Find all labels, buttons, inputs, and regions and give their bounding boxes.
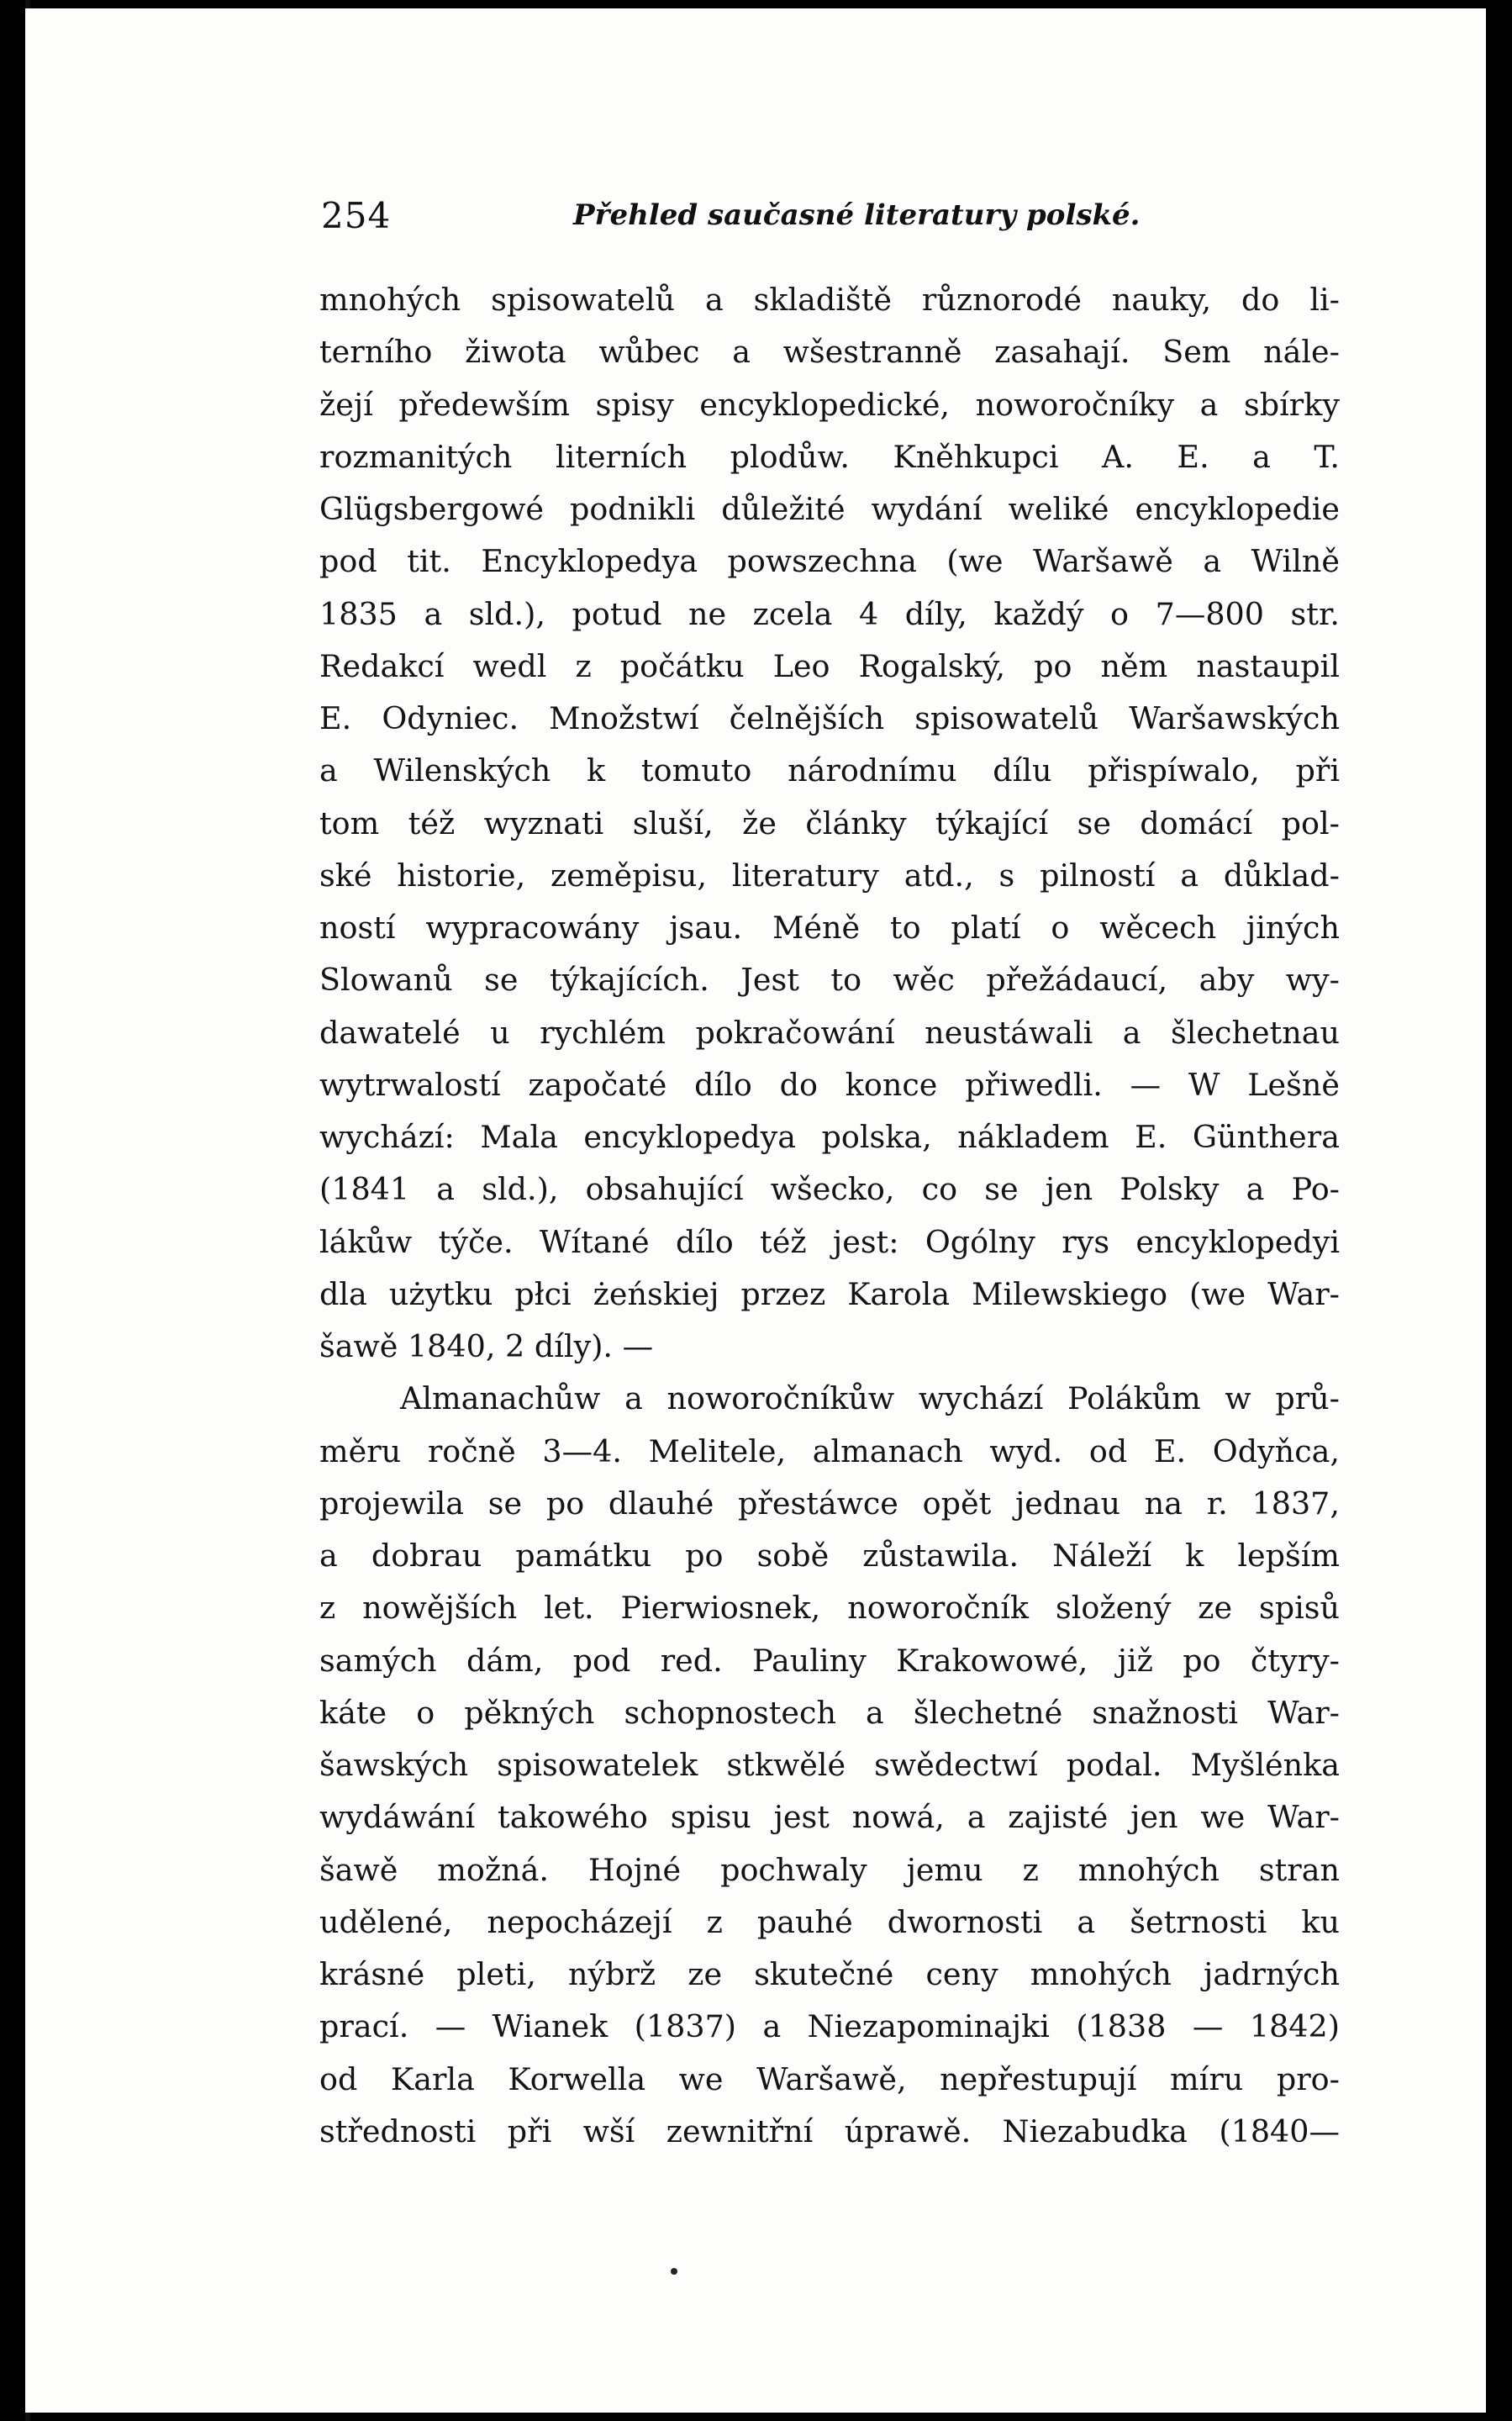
text-line: a dobrau památku po sobě zůstawila. Náleží k lepším [319,1538,1340,1574]
text-line: od Karla Korwella we Waršawě, nepřestupují míru pro- [319,2060,1340,2097]
page-header [321,195,1351,242]
text-line: krásné pleti, nýbrž ze skutečné ceny mnohých jadrných [319,1956,1340,1992]
text-line: prací. — Wianek (1837) a Niezapominajki (1838 — 1842) [319,2008,1340,2045]
text-line: šawě možná. Hojné pochwaly jemu z mnohých stran [319,1851,1340,1888]
text-line: samých dám, pod red. Pauliny Krakowowé, již po čtyry- [319,1642,1340,1679]
text-line: mnohých spisowatelů a skladiště různorodé nauky, do li- [319,282,1340,318]
text-line: pod tit. Encyklopedya powszechna (we Waršawě a Wilně [319,543,1340,580]
text-line: projewila se po dlauhé přestáwce opět jednau na r. 1837, [319,1485,1340,1522]
text-line: káte o pěkných schopnostech a šlechetné snažnosti War- [319,1694,1340,1731]
text-line: dawatelé u rychlém pokračowání neustáwali a šlechetnau [319,1014,1340,1051]
text-line: rozmanitých literních plodůw. Kněhkupci A. E. a T. [319,438,1340,475]
text-line: ností wypracowány jsau. Méně to platí o wěcech jiných [319,910,1340,946]
text-line: ské historie, zeměpisu, literatury atd., s pilností a důklad- [319,857,1340,894]
text-line-paragraph-end: šawě 1840, 2 díly). — [319,1328,654,1364]
text-line: (1841 a sld.), obsahující wšecko, co se jen Polsky a Po- [319,1171,1340,1208]
page-edge-right [1494,0,1512,2421]
text-line: wytrwalostí započaté dílo do konce přiwedli. — W Lešně [319,1066,1340,1103]
text-line: měru ročně 3—4. Melitele, almanach wyd. od E. Odyňca, [319,1432,1340,1469]
text-line: žejí předewším spisy encyklopedické, noworočníky a sbírky [319,386,1340,423]
text-line: wydáwání takowého spisu jest nowá, a zajisté jen we War- [319,1799,1340,1836]
text-line: Glügsbergowé podnikli důležité wydání weliké encyklopedie [319,491,1340,527]
text-line: udělené, nepocházejí z pauhé dwornosti a šetrnosti ku [319,1903,1340,1940]
text-line: tom též wyznati sluší, že články týkající se domácí pol- [319,804,1340,841]
text-line: wychází: Mala encyklopedya polska, nákladem E. Günthera [319,1119,1340,1155]
text-line: 1835 a sld.), potud ne zcela 4 díly, každý o 7—800 str. [319,595,1340,632]
text-line: lákůw týče. Wítané dílo též jest: Ogólny rys encyklopedyi [319,1223,1340,1260]
body-text [319,274,1340,2158]
text-line: z nowějších let. Pierwiosnek, noworočník složený ze spisů [319,1590,1340,1627]
text-line: a Wilenských k tomuto národnímu dílu přispíwalo, při [319,752,1340,789]
running-head: Přehled saučasné literatury polské. [573,198,1141,232]
text-line: Redakcí wedl z počátku Leo Rogalský, po něm nastaupil [319,647,1340,684]
text-line: Slowanů se týkajících. Jest to wěc přežádaucí, aby wy- [319,962,1340,999]
text-line: terního žiwota wůbec a wšestranně zasahají. Sem nále- [319,334,1340,371]
text-line: šawských spisowatelek stkwělé swědectwí podal. Myšlénka [319,1747,1340,1783]
print-speck [671,2268,677,2275]
text-line: střednosti při wší zewnitřní úprawě. Niezabudka (1840— [319,2112,1340,2149]
text-line: dla użytku płci żeńskiej przez Karola Milewskiego (we War- [319,1275,1340,1312]
text-line-paragraph-start: Almanachůw a noworočníkůw wychází Polákům w prů- [400,1380,1340,1417]
text-line: E. Odyniec. Množstwí čelnějších spisowatelů Waršawských [319,700,1340,736]
page-number: 254 [321,195,392,236]
